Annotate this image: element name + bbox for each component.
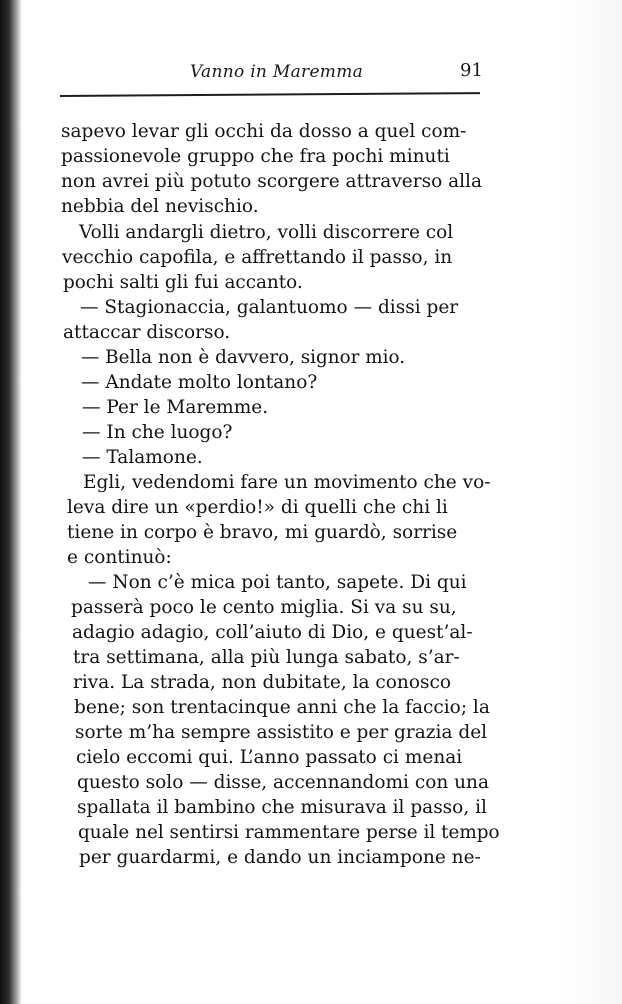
text-line: — Stagionaccia, galantuomo — dissi per — [80, 297, 459, 318]
text-line: quale nel sentirsi rammentare perse il tempo — [78, 822, 500, 843]
text-line: — Andate molto lontano? — [81, 372, 318, 393]
text-line: tra settimana, alla più lunga sabato, s’ar- — [73, 647, 460, 668]
text-line: spallata il bambino che misurava il passo, il — [77, 797, 487, 818]
text-line: — Non c’è mica poi tanto, sapete. Di qui — [88, 572, 467, 593]
text-line: passionevole gruppo che fra pochi minuti — [61, 146, 450, 167]
text-line: riva. La strada, non dubitate, la conosco — [73, 672, 451, 693]
text-line: Egli, vedendomi fare un movimento che vo- — [83, 472, 491, 493]
text-line: tiene in corpo è bravo, mi guardò, sorrise — [67, 522, 458, 543]
text-line: — Bella non è davvero, signor mio. — [81, 347, 405, 368]
text-line: vecchio capofila, e affrettando il passo, in — [62, 247, 453, 268]
text-line: nebbia del nevischio. — [61, 196, 259, 217]
text-line: per guardarmi, e dando un inciampone ne- — [79, 847, 481, 868]
text-line: — Per le Maremme. — [82, 397, 269, 418]
text-line: non avrei più potuto scorgere attraverso alla — [61, 171, 482, 192]
text-line: — In che luogo? — [82, 422, 233, 443]
text-line: questo solo — disse, accennandomi con una — [77, 772, 490, 793]
page-number: 91 — [460, 60, 483, 81]
text-line: e continuò: — [67, 547, 172, 568]
text-line: adagio adagio, coll’aiuto di Dio, e quest’al- — [72, 622, 473, 643]
text-line: — Talamone. — [82, 447, 203, 468]
text-line: sapevo levar gli occhi da dosso a quel com- — [61, 121, 467, 142]
running-head: Vanno in Maremma — [190, 62, 364, 82]
text-line: Volli andargli dietro, volli discorrere col — [79, 222, 454, 243]
text-line: cielo eccomi qui. L’anno passato ci menai — [76, 747, 463, 768]
text-line: pochi salti gli fui accanto. — [63, 272, 303, 293]
text-line: passerà poco le cento miglia. Si va su su, — [71, 597, 457, 618]
text-line: attaccar discorso. — [63, 322, 231, 343]
text-line: bene; son trentacinque anni che la faccio; la — [74, 697, 490, 718]
text-line: sorte m’ha sempre assistito e per grazia del — [75, 722, 488, 743]
text-line: leva dire un «perdio!» di quelli che chi li — [67, 497, 448, 518]
